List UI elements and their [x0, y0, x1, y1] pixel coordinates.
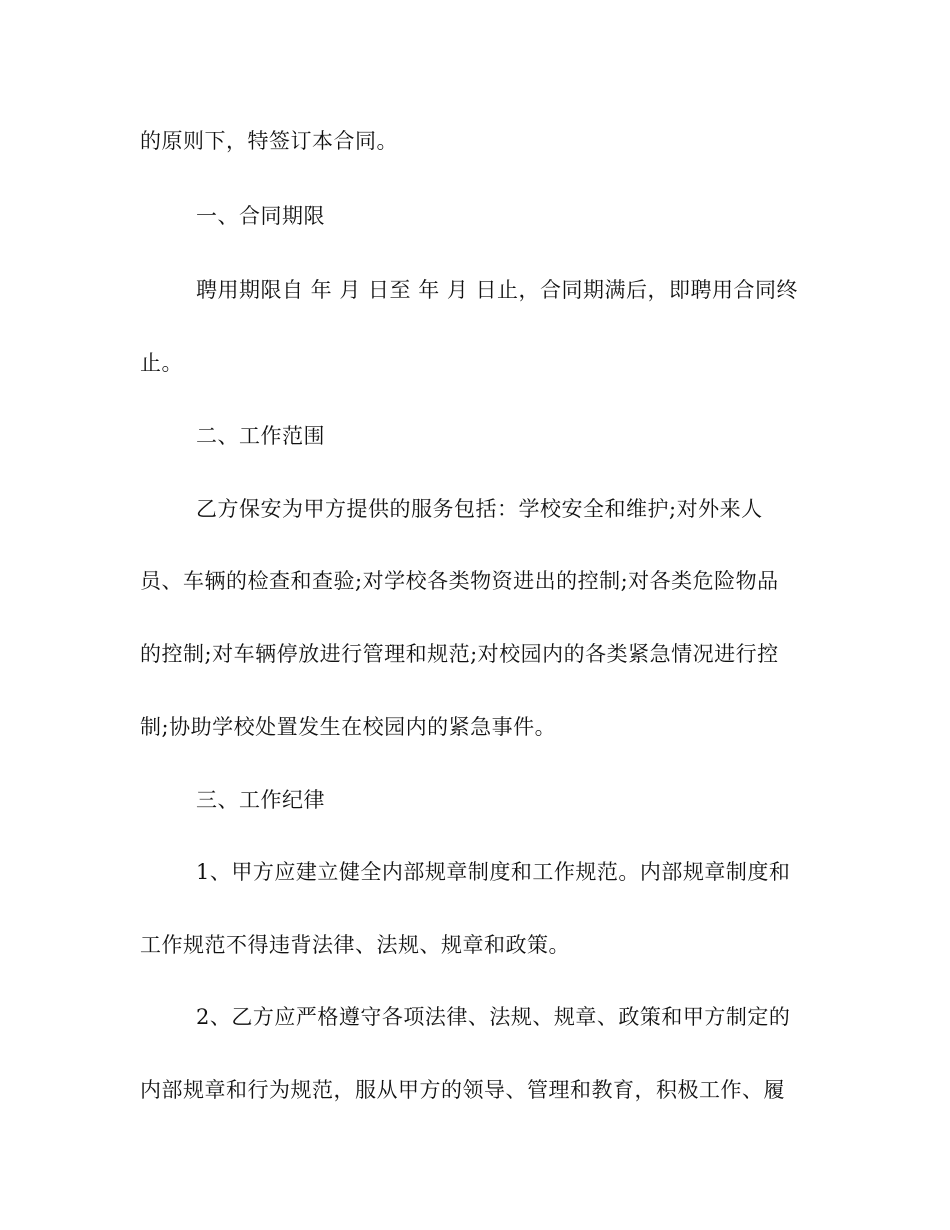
text-line: 内部规章和行为规范，服从甲方的领导、管理和教育，积极工作、履 [140, 1078, 785, 1102]
text-line: 的控制;对车辆停放进行管理和规范;对校园内的各类紧急情况进行控 [140, 642, 779, 666]
section-heading: 一、合同期限 [196, 204, 325, 228]
text-line: 乙方保安为甲方提供的服务包括：学校安全和维护;对外来人 [196, 497, 763, 521]
section-heading: 二、工作范围 [196, 424, 325, 448]
text-line: 工作规范不得违背法律、法规、规章和政策。 [140, 933, 570, 957]
section-heading: 三、工作纪律 [196, 788, 325, 812]
text-line: 的原则下，特签订本合同。 [140, 129, 398, 153]
text-line: 2、乙方应严格遵守各项法律、法规、规章、政策和甲方制定的 [196, 1005, 791, 1029]
text-line: 制;协助学校处置发生在校园内的紧急事件。 [140, 715, 557, 739]
text-line: 止。 [140, 351, 183, 375]
text-line: 员、车辆的检查和查验;对学校各类物资进出的控制;对各类危险物品 [140, 569, 779, 593]
text-line: 聘用期限自 年 月 日至 年 月 日止，合同期满后，即聘用合同终 [196, 278, 799, 302]
text-line: 1、甲方应建立健全内部规章制度和工作规范。内部规章制度和 [196, 860, 791, 884]
